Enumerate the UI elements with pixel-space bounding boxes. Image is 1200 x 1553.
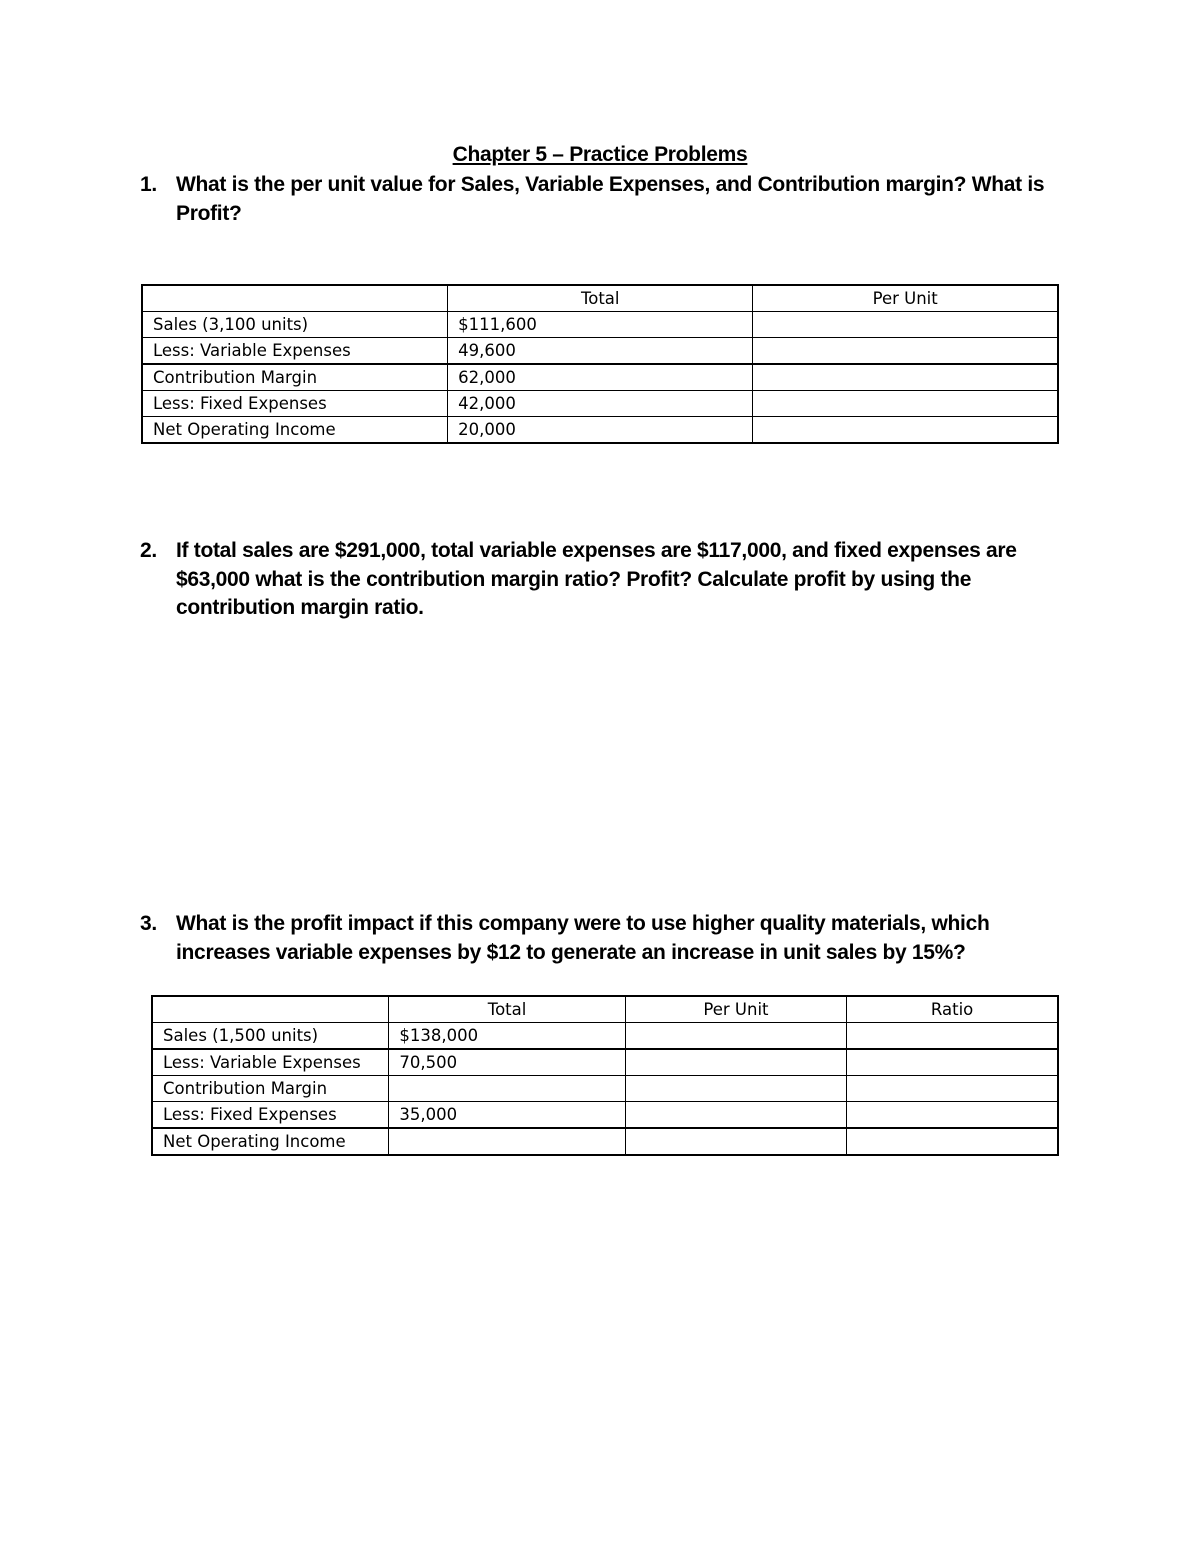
row-label: Contribution Margin xyxy=(152,1076,389,1102)
per-unit-cell xyxy=(625,1049,846,1076)
question-text: If total sales are $291,000, total variable expenses are $117,000, and fixed expenses are $63,000 what is the contribution margin ratio? Profit? Calculate profit by using the contribution margin ratio. xyxy=(176,539,1017,619)
question-2 xyxy=(140,537,1060,623)
table-header-cell: Total xyxy=(448,285,753,312)
per-unit-cell xyxy=(753,312,1058,338)
row-label: Sales (1,500 units) xyxy=(152,1023,389,1050)
total-cell: 20,000 xyxy=(448,417,753,444)
table-header-cell: Per Unit xyxy=(753,285,1058,312)
total-cell xyxy=(389,1128,625,1155)
ratio-cell xyxy=(847,1102,1058,1129)
row-label: Sales (3,100 units) xyxy=(142,312,448,338)
row-label: Net Operating Income xyxy=(152,1128,389,1155)
table-row xyxy=(152,1049,1058,1076)
table-header-cell: Ratio xyxy=(847,996,1058,1023)
question-text: What is the profit impact if this company were to use higher quality materials, which increases variable expenses by $12 to generate an increase in unit sales by 15%? xyxy=(176,912,990,964)
ratio-cell xyxy=(847,1023,1058,1050)
page-title: Chapter 5 – Practice Problems xyxy=(452,143,748,166)
ratio-cell xyxy=(847,1076,1058,1102)
table-row xyxy=(152,1023,1058,1050)
table-header-row xyxy=(152,996,1058,1023)
table-header-cell xyxy=(142,285,448,312)
ratio-cell xyxy=(847,1128,1058,1155)
table-header-cell: Per Unit xyxy=(625,996,846,1023)
question-1 xyxy=(140,171,1060,228)
question-number: 2. xyxy=(140,539,157,562)
total-cell: 35,000 xyxy=(389,1102,625,1129)
table-row xyxy=(152,1076,1058,1102)
table-header-cell xyxy=(152,996,389,1023)
table-row xyxy=(152,1128,1058,1155)
per-unit-cell xyxy=(753,417,1058,444)
table-row xyxy=(142,364,1058,391)
question-3 xyxy=(140,910,1060,967)
row-label: Less: Fixed Expenses xyxy=(152,1102,389,1129)
per-unit-cell xyxy=(625,1076,846,1102)
table-row xyxy=(142,391,1058,417)
question-number: 1. xyxy=(140,173,157,196)
row-label: Contribution Margin xyxy=(142,364,448,391)
per-unit-cell xyxy=(753,391,1058,417)
table-row xyxy=(142,312,1058,338)
total-cell xyxy=(389,1076,625,1102)
total-cell: 62,000 xyxy=(448,364,753,391)
table-row xyxy=(142,417,1058,444)
per-unit-cell xyxy=(625,1023,846,1050)
ratio-cell xyxy=(847,1049,1058,1076)
question-number: 3. xyxy=(140,912,157,935)
per-unit-cell xyxy=(753,338,1058,365)
total-cell: $138,000 xyxy=(389,1023,625,1050)
per-unit-cell xyxy=(625,1102,846,1129)
row-label: Net Operating Income xyxy=(142,417,448,444)
total-cell: 42,000 xyxy=(448,391,753,417)
table-income-statement-1 xyxy=(141,284,1059,444)
table-income-statement-3 xyxy=(151,995,1059,1156)
total-cell: $111,600 xyxy=(448,312,753,338)
per-unit-cell xyxy=(753,364,1058,391)
table-header-cell: Total xyxy=(389,996,625,1023)
table-row xyxy=(152,1102,1058,1129)
table-row xyxy=(142,338,1058,365)
question-text: What is the per unit value for Sales, Variable Expenses, and Contribution margin? What is Profit? xyxy=(176,173,1045,225)
per-unit-cell xyxy=(625,1128,846,1155)
row-label: Less: Variable Expenses xyxy=(152,1049,389,1076)
table-header-row xyxy=(142,285,1058,312)
row-label: Less: Fixed Expenses xyxy=(142,391,448,417)
total-cell: 70,500 xyxy=(389,1049,625,1076)
row-label: Less: Variable Expenses xyxy=(142,338,448,365)
total-cell: 49,600 xyxy=(448,338,753,365)
